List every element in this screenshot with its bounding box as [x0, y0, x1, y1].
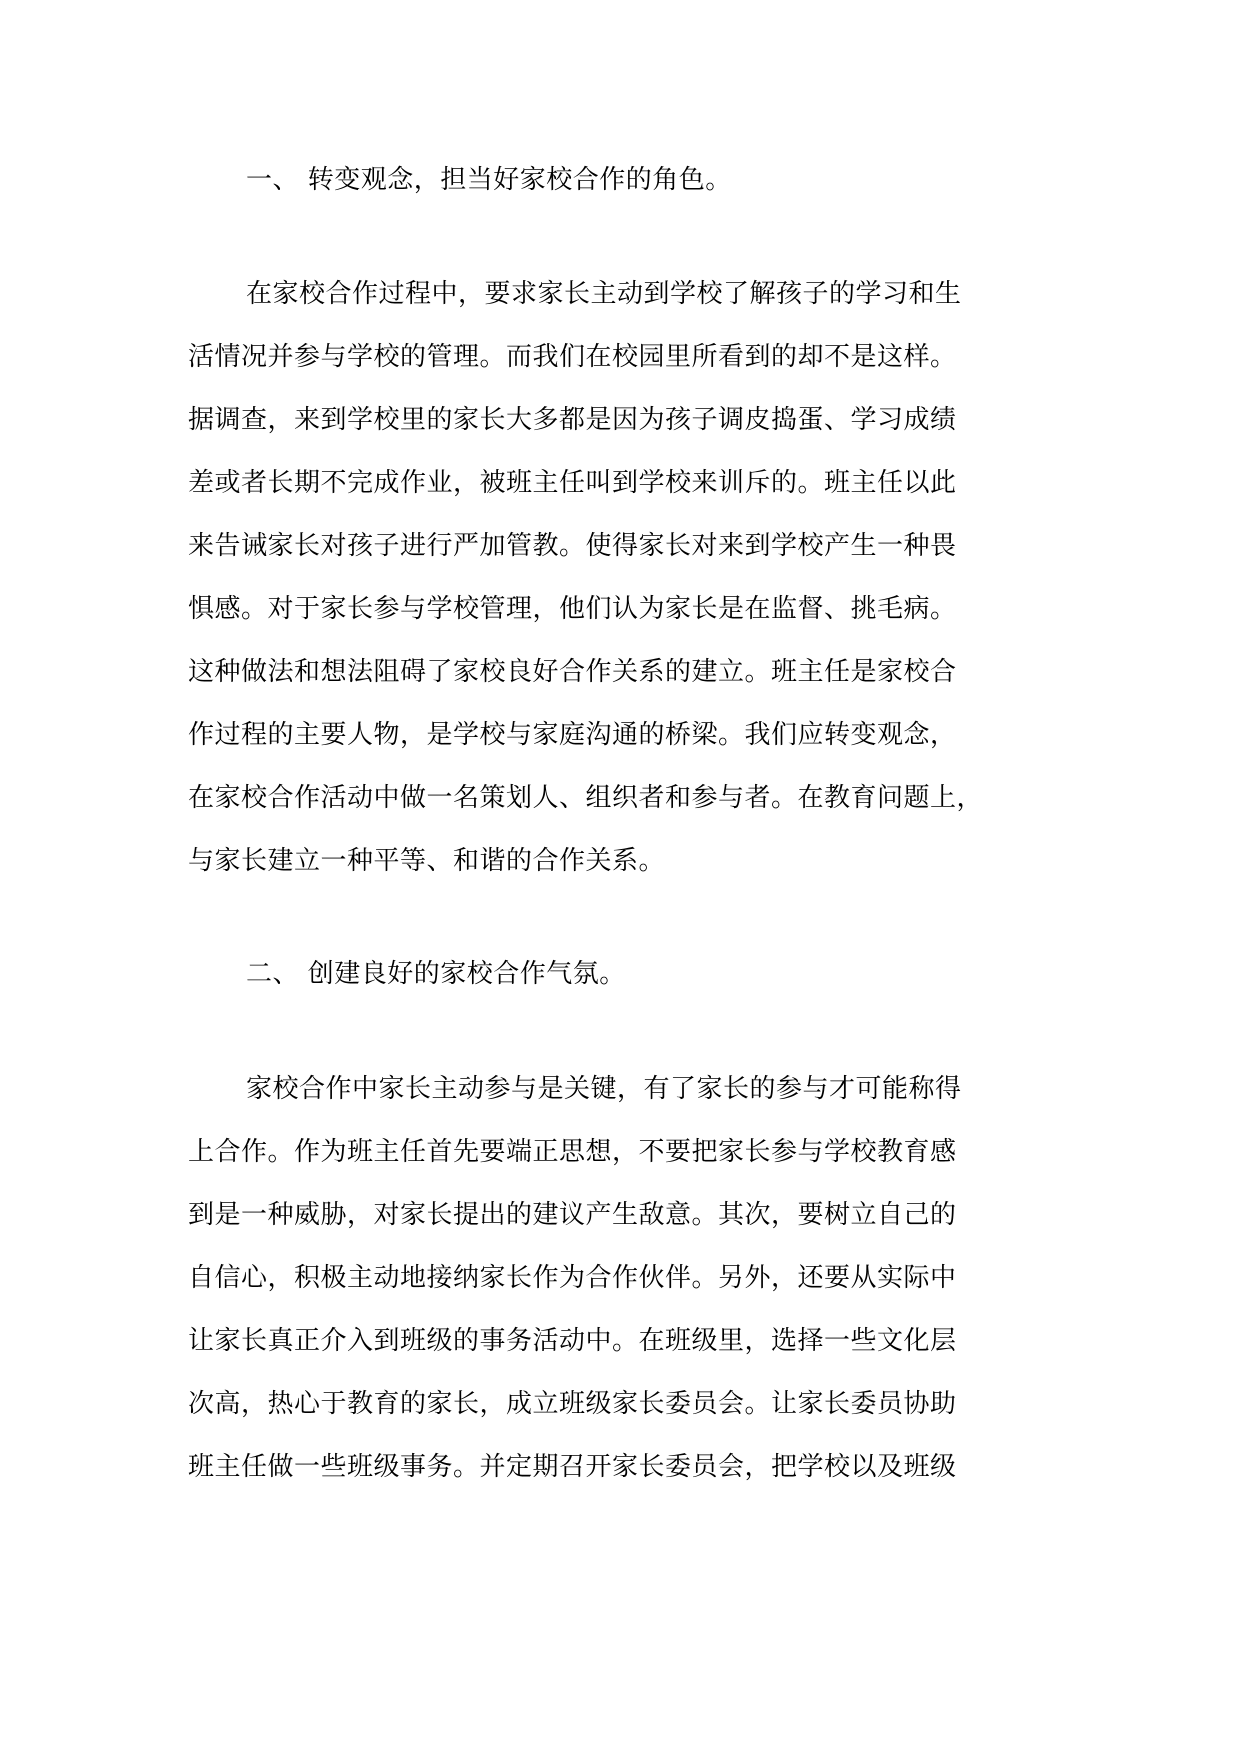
- paragraph-line: 让家长真正介入到班级的事务活动中。在班级里，选择一些文化层: [188, 1326, 957, 1356]
- paragraph-line: 来告诫家长对孩子进行严加管教。使得家长对来到学校产生一种畏: [188, 531, 957, 561]
- paragraph-line: 据调查，来到学校里的家长大多都是因为孩子调皮捣蛋、学习成绩: [188, 405, 957, 435]
- paragraph-line: 与家长建立一种平等、和谐的合作关系。: [188, 846, 666, 876]
- paragraph-line: 到是一种威胁，对家长提出的建议产生敌意。其次，要树立自己的: [188, 1200, 957, 1230]
- paragraph-line: 惧感。对于家长参与学校管理，他们认为家长是在监督、挑毛病。: [188, 594, 957, 624]
- section-heading: 一、 转变观念，担当好家校合作的角色。: [246, 165, 732, 195]
- paragraph-line: 上合作。作为班主任首先要端正思想，不要把家长参与学校教育感: [188, 1137, 957, 1167]
- paragraph-line: 活情况并参与学校的管理。而我们在校园里所看到的却不是这样。: [188, 342, 957, 372]
- paragraph-line: 差或者长期不完成作业，被班主任叫到学校来训斥的。班主任以此: [188, 468, 957, 498]
- paragraph-line: 自信心，积极主动地接纳家长作为合作伙伴。另外，还要从实际中: [188, 1263, 957, 1293]
- paragraph-line: 班主任做一些班级事务。并定期召开家长委员会，把学校以及班级: [188, 1452, 957, 1482]
- paragraph-line: 次高，热心于教育的家长，成立班级家长委员会。让家长委员协助: [188, 1389, 957, 1419]
- paragraph-line: 家校合作中家长主动参与是关键，有了家长的参与才可能称得: [246, 1074, 962, 1104]
- paragraph-line: 在家校合作过程中，要求家长主动到学校了解孩子的学习和生: [246, 279, 962, 309]
- paragraph-line: 作过程的主要人物，是学校与家庭沟通的桥梁。我们应转变观念，: [188, 720, 957, 750]
- paragraph-line: 在家校合作活动中做一名策划人、组织者和参与者。在教育问题上，: [188, 783, 984, 813]
- paragraph-line: 这种做法和想法阻碍了家校良好合作关系的建立。班主任是家校合: [188, 657, 957, 687]
- section-heading: 二、 创建良好的家校合作气氛。: [246, 959, 626, 989]
